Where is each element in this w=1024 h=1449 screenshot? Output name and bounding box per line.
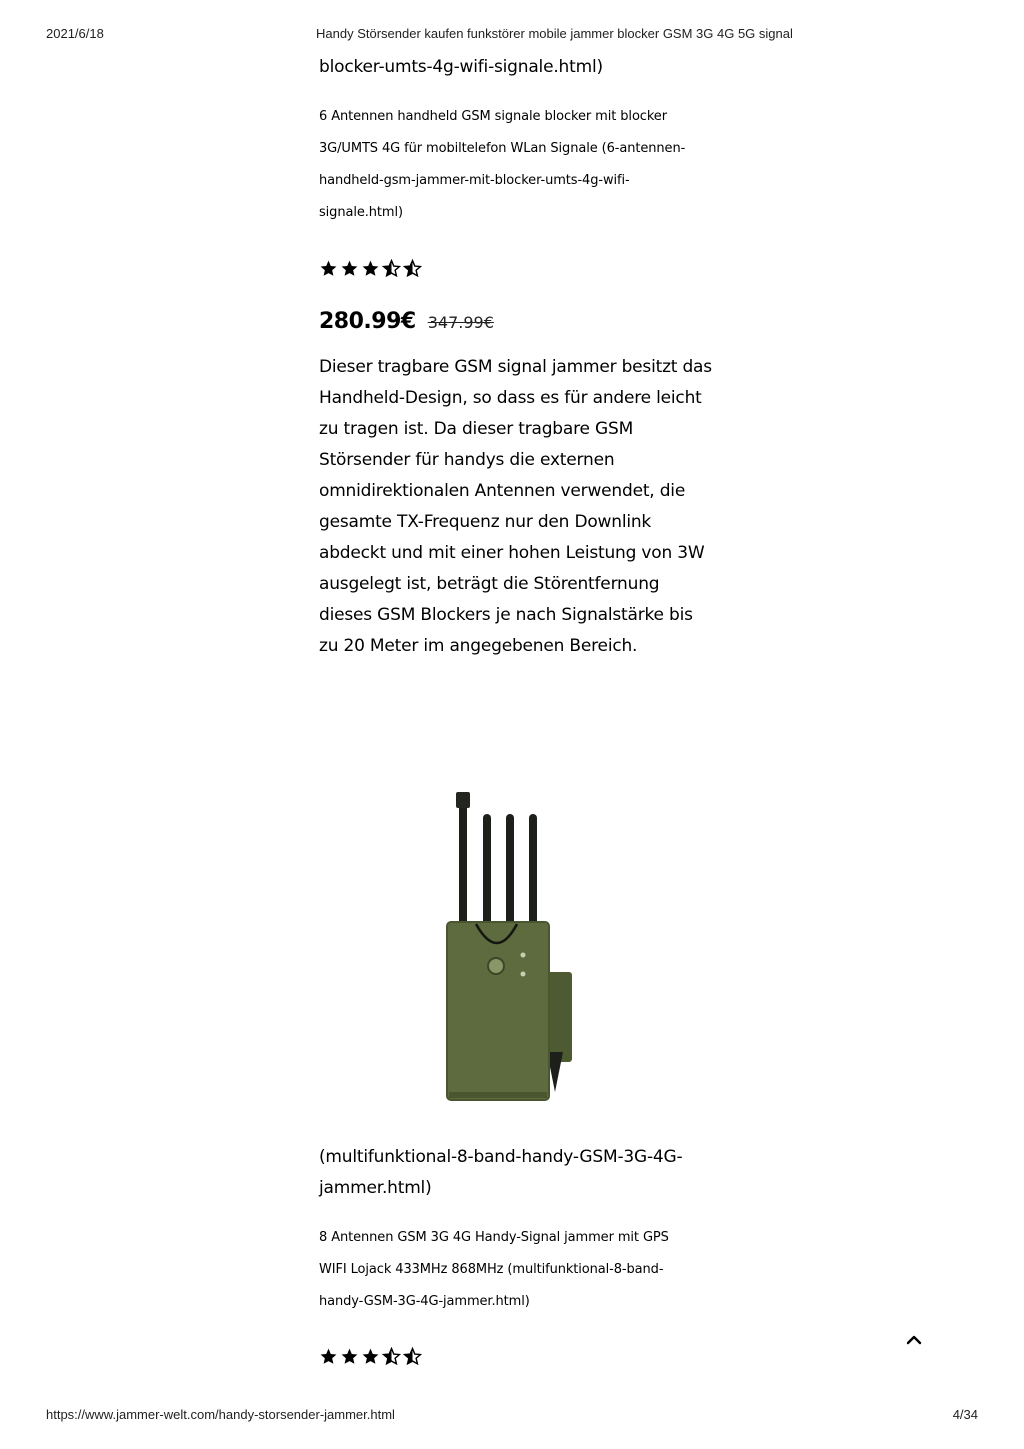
jammer-device-image	[319, 752, 705, 1134]
star-half-icon	[403, 259, 422, 278]
star-full-icon	[319, 1347, 338, 1366]
print-footer-url: https://www.jammer-welt.com/handy-storsender-jammer.html	[46, 1407, 395, 1422]
star-full-icon	[340, 259, 359, 278]
product-1-rating	[319, 257, 719, 279]
star-full-icon	[361, 259, 380, 278]
product-2-image[interactable]	[319, 752, 705, 1134]
product-2-rating	[319, 1347, 422, 1366]
product-1-name-link[interactable]: 6 Antennen handheld GSM signale blocker mit blocker 3G/UMTS 4G für mobiltelefon WLan Signale (6-antennen-handheld-gsm-jammer-mit-blocker-umts-4g-wifi-signale.html)	[319, 109, 686, 220]
product-2-image-link[interactable]: (multifunktional-8-band-handy-GSM-3G-4G-jammer.html)	[319, 1147, 683, 1198]
current-price: 280.99€	[319, 309, 416, 334]
product-1-link-continuation[interactable]: blocker-umts-4g-wifi-signale.html)	[319, 57, 603, 77]
print-header-date: 2021/6/18	[46, 26, 104, 41]
star-half-icon	[382, 1347, 401, 1366]
star-full-icon	[340, 1347, 359, 1366]
star-full-icon	[319, 259, 338, 278]
product-2-name-link[interactable]: 8 Antennen GSM 3G 4G Handy-Signal jammer mit GPS WIFI Lojack 433MHz 868MHz (multifunktional-8-band-handy-GSM-3G-4G-jammer.html)	[319, 1230, 669, 1309]
star-full-icon	[361, 1347, 380, 1366]
print-footer-page-number: 4/34	[952, 1407, 978, 1422]
print-header-title: Handy Störsender kaufen funkstörer mobile jammer blocker GSM 3G 4G 5G signal	[316, 26, 793, 41]
price-row	[319, 309, 719, 334]
scroll-to-top-button[interactable]	[903, 1329, 925, 1351]
product-1-description: Dieser tragbare GSM signal jammer besitzt das Handheld-Design, so dass es für andere leicht zu tragen ist. Da dieser tragbare GSM Störsender für handys die externen omnidirektionalen Antennen verwendet, die gesamte TX-Frequenz nur den Downlink abdeckt und mit einer hohen Leistung von 3W ausgelegt ist, beträgt die Störentfernung dieses GSM Blockers je nach Signalstärke bis zu 20 Meter im angegebenen Bereich.	[319, 357, 712, 656]
old-price: 347.99€	[427, 313, 494, 332]
chevron-up-icon	[906, 1334, 922, 1346]
product-1-section	[319, 52, 719, 662]
star-half-icon	[403, 1347, 422, 1366]
star-half-icon	[382, 259, 401, 278]
